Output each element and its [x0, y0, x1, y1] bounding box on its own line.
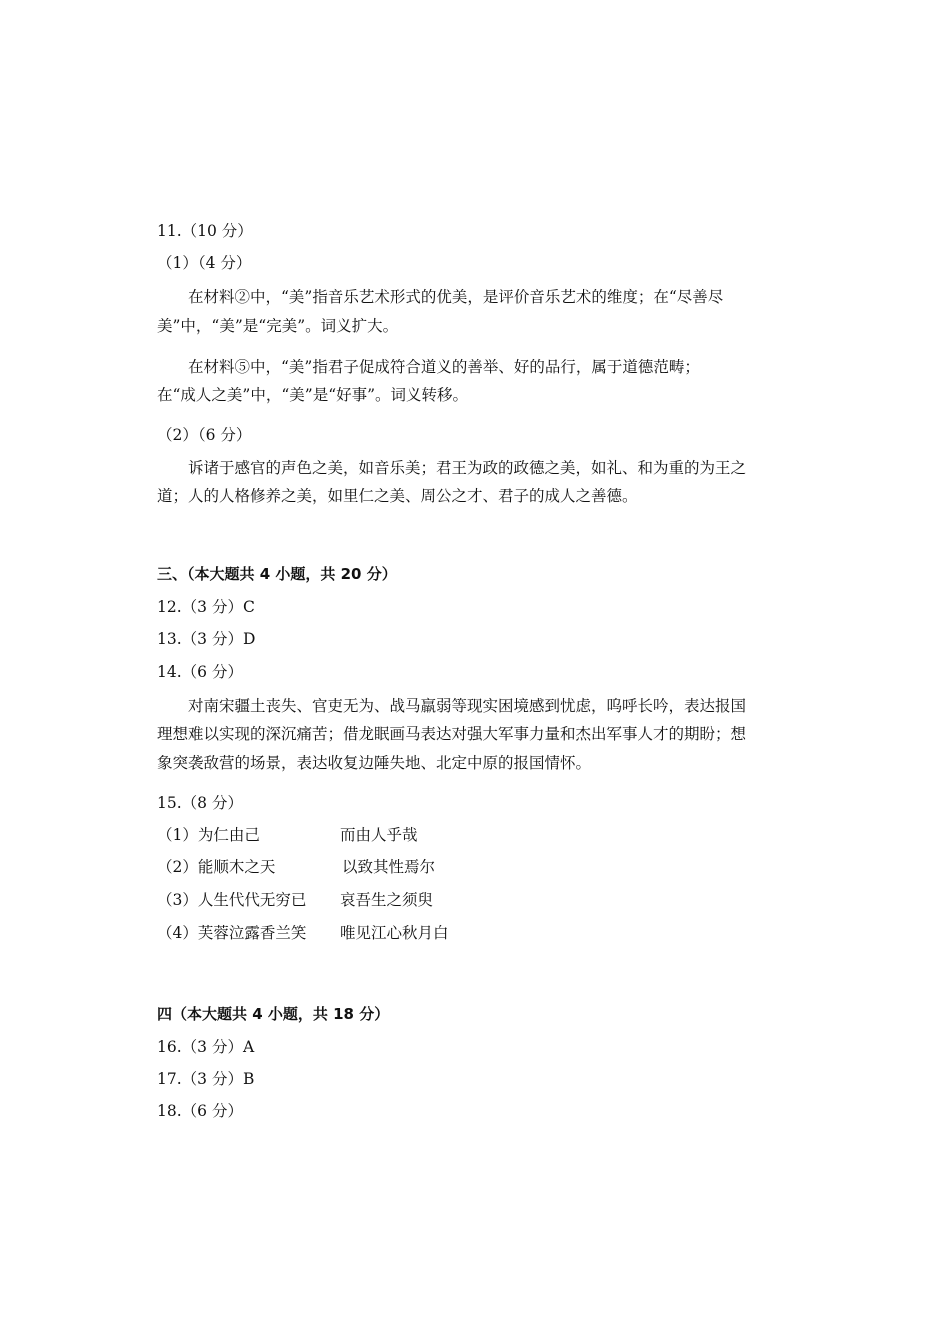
q18-heading: 18.（6 分）: [157, 1102, 243, 1120]
q11-part2-heading: （2）（6 分）: [157, 426, 252, 444]
q13-answer: 13.（3 分）D: [157, 630, 256, 648]
q14-heading: 14.（6 分）: [157, 663, 243, 681]
q15-item-2-first: （2）能顺木之天: [157, 858, 276, 876]
section4-title: 四（本大题共 4 小题，共 18 分）: [157, 1005, 390, 1023]
q11-part2-line1: 诉诸于感官的声色之美，如音乐美；君王为政的政德之美，如礼、和为重的为王之: [188, 459, 747, 477]
section3-title: 三、（本大题共 4 小题，共 20 分）: [157, 565, 397, 583]
q14-line2: 理想难以实现的深沉痛苦；借龙眠画马表达对强大军事力量和杰出军事人才的期盼；想: [157, 725, 747, 743]
q15-item-2: [157, 857, 657, 877]
q11-part1-answer-b-line1: 在材料⑤中，“美”指君子促成符合道义的善举、好的品行，属于道德范畴；: [188, 358, 700, 376]
q11-part1-answer-b-line2: 在“成人之美”中，“美”是“好事”。词义转移。: [157, 386, 469, 404]
q11-heading: 11.（10 分）: [157, 222, 253, 240]
q15-item-1-first: （1）为仁由己: [157, 826, 260, 844]
q15-item-3: [157, 890, 657, 910]
q15-item-4-second: 唯见江心秋月白: [340, 924, 449, 942]
q15-item-2-second: 以致其性焉尔: [342, 858, 436, 876]
q15-item-4: [157, 923, 657, 943]
q11-part2-line2: 道；人的人格修养之美，如里仁之美、周公之才、君子的成人之善德。: [157, 487, 638, 505]
q11-part1-heading: （1）（4 分）: [157, 254, 252, 272]
q15-heading: 15.（8 分）: [157, 794, 243, 812]
q15-item-1-second: 而由人乎哉: [340, 826, 418, 844]
q15-item-3-second: 哀吾生之须臾: [340, 891, 434, 909]
q16-answer: 16.（3 分）A: [157, 1038, 255, 1056]
q14-line3: 象突袭敌营的场景，表达收复边陲失地、北定中原的报国情怀。: [157, 754, 592, 772]
q14-line1: 对南宋疆土丧失、官吏无为、战马羸弱等现实困境感到忧虑，呜呼长吟，表达报国: [188, 697, 747, 715]
q11-part1-answer-a-line1: 在材料②中，“美”指音乐艺术形式的优美，是评价音乐艺术的维度；在“尽善尽: [188, 288, 724, 306]
q15-item-3-first: （3）人生代代无穷已: [157, 891, 307, 909]
q17-answer: 17.（3 分）B: [157, 1070, 255, 1088]
q15-item-1: [157, 825, 657, 845]
q12-answer: 12.（3 分）C: [157, 598, 255, 616]
q15-item-4-first: （4）芙蓉泣露香兰笑: [157, 924, 307, 942]
q11-part1-answer-a-line2: 美”中，“美”是“完美”。词义扩大。: [157, 317, 399, 335]
